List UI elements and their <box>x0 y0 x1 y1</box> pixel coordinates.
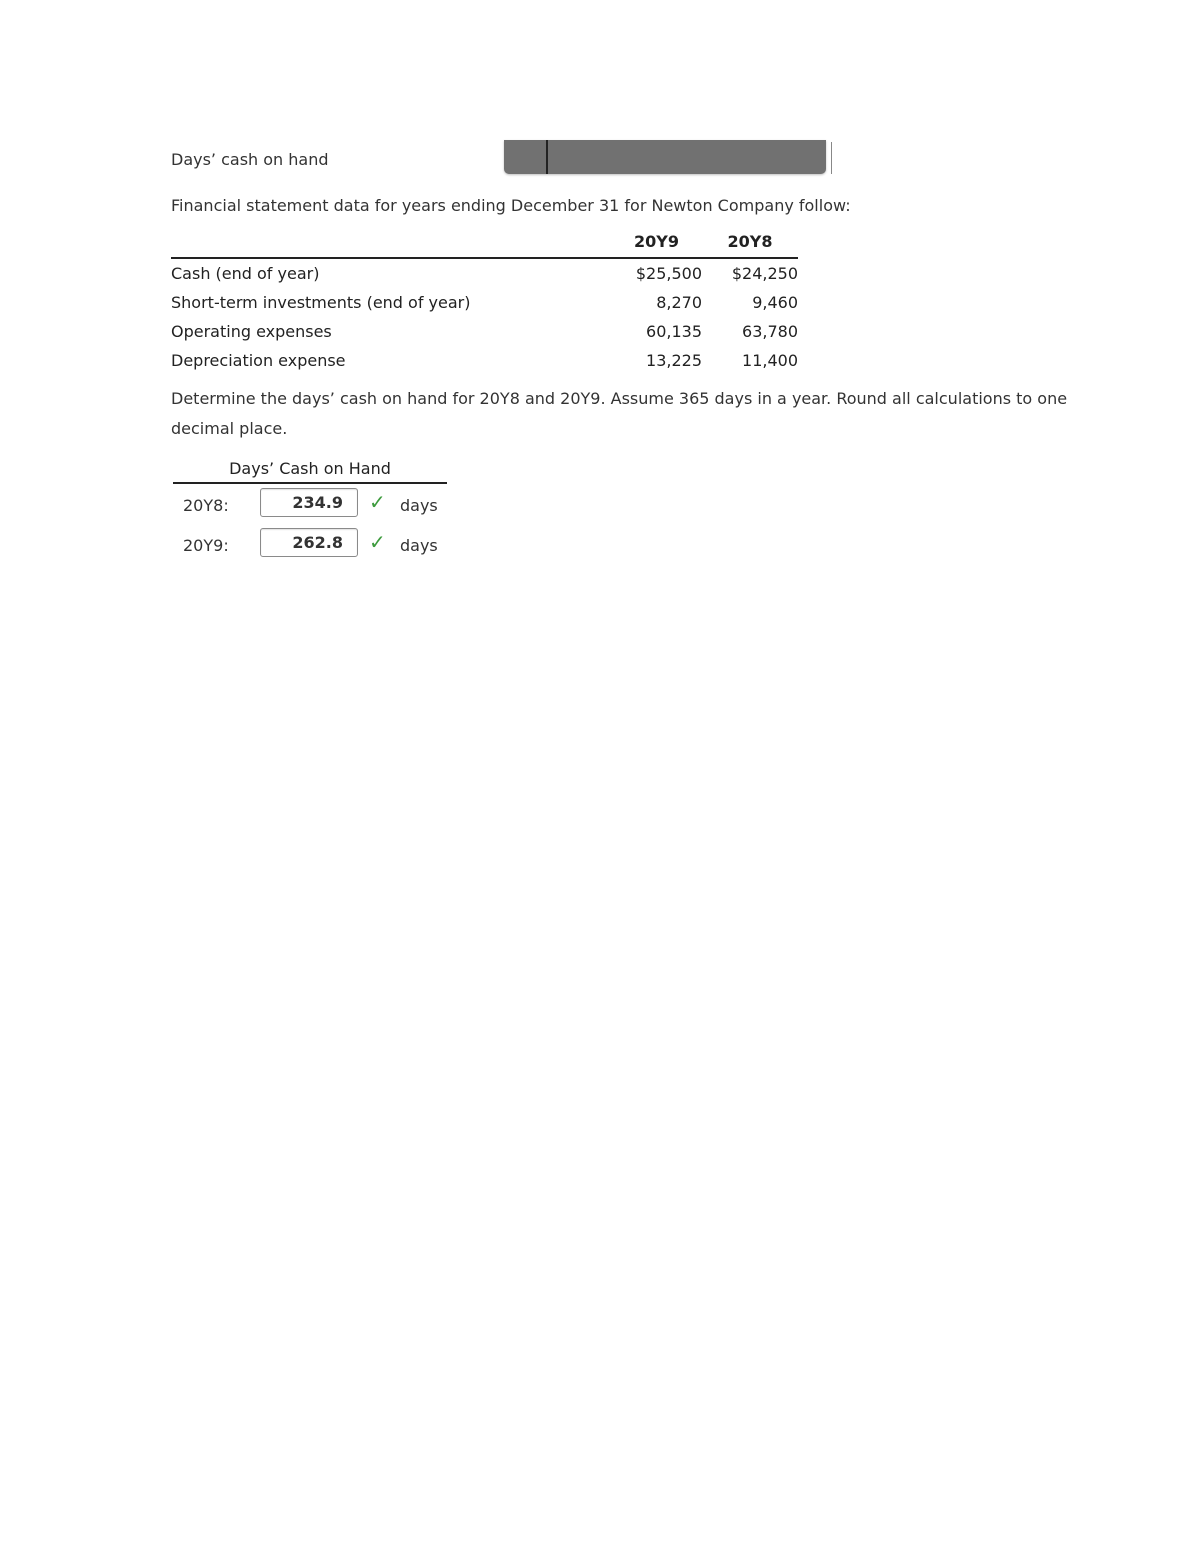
column-header-20y9: 20Y9 <box>611 232 702 258</box>
toolbar-bar <box>504 140 826 174</box>
cell-20y8: 11,400 <box>742 351 798 370</box>
cell-20y9: 13,225 <box>646 351 702 370</box>
column-header-20y8: 20Y8 <box>702 232 798 258</box>
instructions-text: Determine the days’ cash on hand for 20Y8 and 20Y9. Assume 365 days in a year. Round all calculations to one decimal place. <box>171 389 1068 438</box>
answer-input-20y9[interactable]: 262.8 <box>260 528 358 557</box>
answer-row-20y8 <box>173 484 447 524</box>
year-label: 20Y9: <box>183 536 229 555</box>
table-row <box>171 346 798 375</box>
check-icon: ✓ <box>369 490 386 514</box>
cell-20y8: 9,460 <box>752 293 798 312</box>
table-row <box>171 288 798 317</box>
column-header-blank <box>171 232 611 258</box>
answer-input-20y8[interactable]: 234.9 <box>260 488 358 517</box>
financial-data-table <box>171 232 798 375</box>
unit-label: days <box>400 536 438 555</box>
intro-text: Financial statement data for years ending December 31 for Newton Company follow: <box>171 196 851 215</box>
check-icon: ✓ <box>369 530 386 554</box>
year-label: 20Y8: <box>183 496 229 515</box>
toolbar-edge <box>831 142 832 174</box>
answer-block <box>173 456 447 564</box>
question-header <box>171 140 871 176</box>
unit-label: days <box>400 496 438 515</box>
table-header-row <box>171 232 798 258</box>
row-label: Operating expenses <box>171 322 332 341</box>
answer-header: Days’ Cash on Hand <box>173 456 447 484</box>
row-label: Depreciation expense <box>171 351 346 370</box>
cell-20y9: 60,135 <box>646 322 702 341</box>
row-label: Cash (end of year) <box>171 264 320 283</box>
cell-20y8: 63,780 <box>742 322 798 341</box>
toolbar-divider <box>546 140 548 174</box>
row-label: Short-term investments (end of year) <box>171 293 471 312</box>
answer-row-20y9 <box>173 524 447 564</box>
table-row <box>171 317 798 346</box>
cell-20y8: $24,250 <box>731 264 798 283</box>
cell-20y9: $25,500 <box>635 264 702 283</box>
table-row <box>171 258 798 288</box>
cell-20y9: 8,270 <box>656 293 702 312</box>
question-title: Days’ cash on hand <box>171 150 329 169</box>
